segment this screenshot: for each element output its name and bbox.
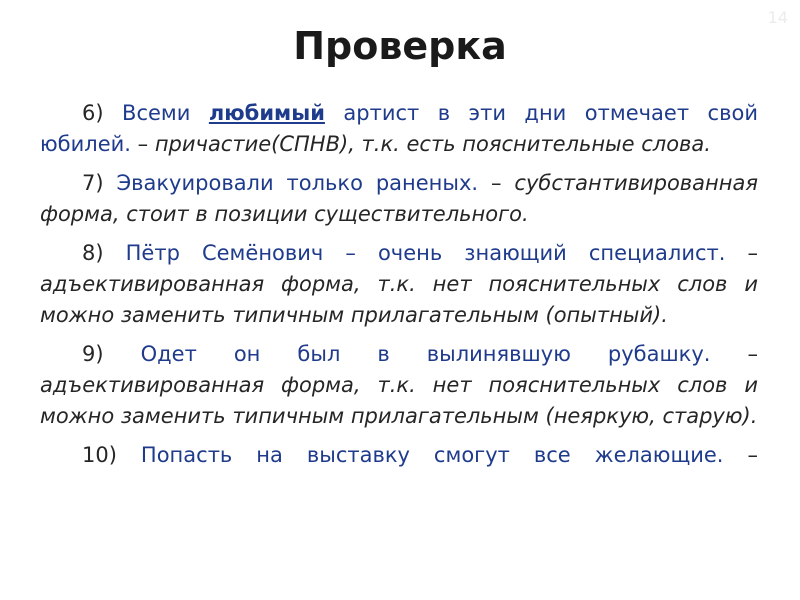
example-sentence-start: Всеми (122, 101, 191, 125)
list-item (40, 98, 758, 160)
example-sentence: Одет он был в вылинявшую рубашку. (140, 342, 711, 366)
list-item (40, 238, 758, 331)
list-item (40, 168, 758, 230)
page-title: Проверка (293, 24, 507, 68)
explanation: субстантивированная форма, стоит в позиции существительного. (40, 171, 758, 226)
example-sentence: Эвакуировали только раненых. (116, 171, 479, 195)
dash: – (491, 171, 502, 195)
example-sentence: Попасть на выставку смогут все желающие. (140, 443, 724, 467)
list-item (40, 339, 758, 432)
slide-number: 14 (767, 8, 788, 27)
example-sentence-end: артист в эти дни отмечает свой юбилей. (40, 101, 758, 156)
item-number: 7) (82, 171, 104, 195)
dash: – (747, 241, 758, 265)
item-number: 8) (82, 241, 104, 265)
answer-list (40, 98, 758, 479)
list-item (40, 440, 758, 471)
highlighted-word: любимый (208, 101, 325, 125)
explanation: адъективированная форма, т.к. нет пояснительных слов и можно заменить типичным прилагательным (опытный). (40, 272, 758, 327)
item-number: 6) (82, 101, 104, 125)
item-number: 9) (82, 342, 104, 366)
item-number: 10) (82, 443, 117, 467)
example-sentence: Пётр Семёнович – очень знающий специалист. (125, 241, 726, 265)
dash: – (747, 342, 758, 366)
explanation: адъективированная форма, т.к. нет пояснительных слов и можно заменить типичным прилагательным (неяркую, старую). (40, 373, 758, 428)
dash: – (137, 132, 149, 156)
dash: – (747, 443, 758, 467)
explanation: причастие(СПНВ), т.к. есть пояснительные слова. (154, 132, 711, 156)
